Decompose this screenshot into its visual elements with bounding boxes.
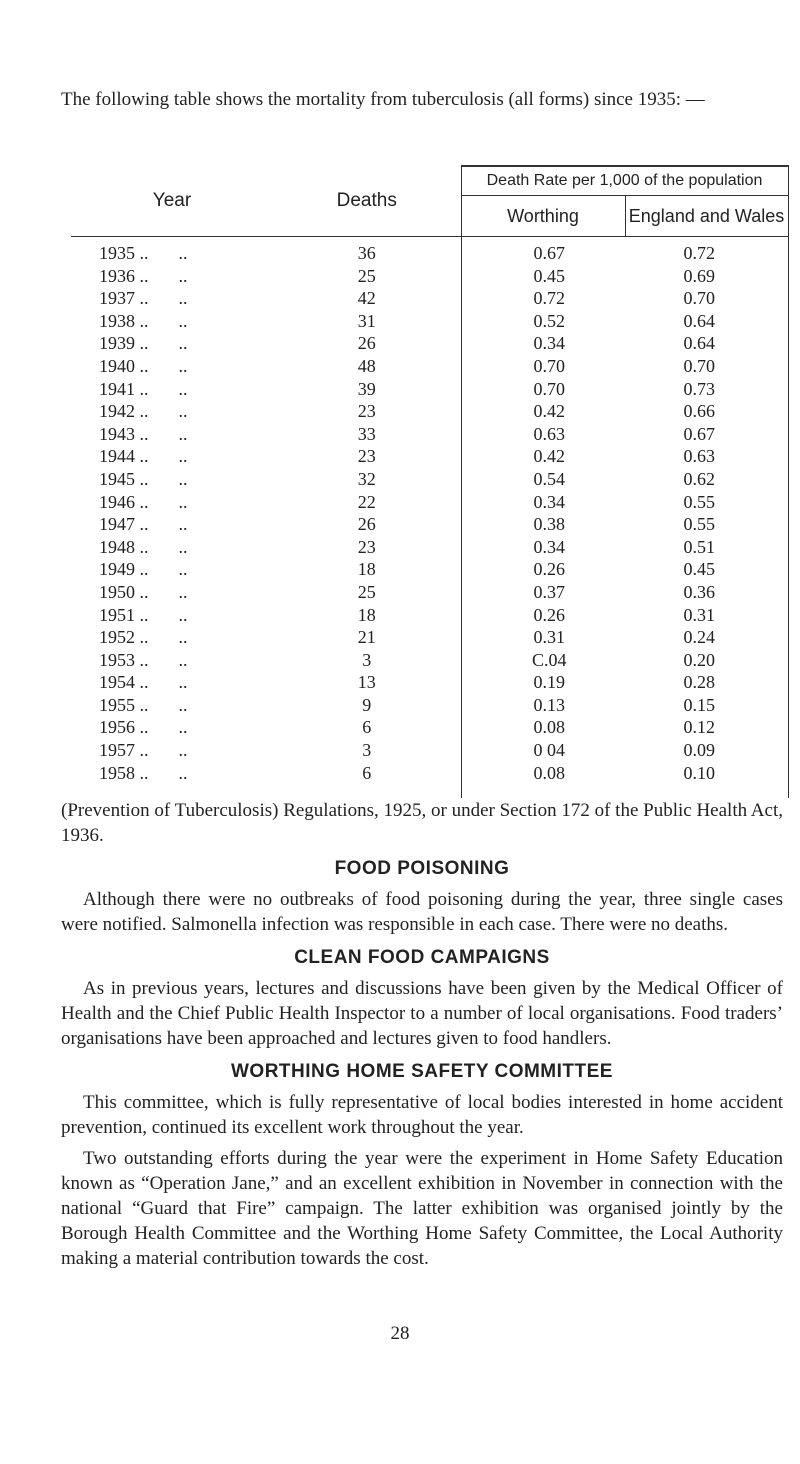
year-label: 1936 .. xyxy=(99,265,149,286)
table-row xyxy=(71,739,788,762)
england-wales-rate-cell: 0.24 xyxy=(625,626,788,649)
worthing-rate-cell: 0 04 xyxy=(533,740,565,761)
year-label: 1943 .. xyxy=(99,423,149,444)
leader-dots: .. xyxy=(178,378,188,399)
page-number: 28 xyxy=(390,1323,410,1344)
deaths-cell: 39 xyxy=(273,378,461,401)
year-label: 1939 .. xyxy=(99,333,149,354)
year-label: 1945 .. xyxy=(99,468,149,489)
body-text xyxy=(61,798,783,1271)
leader-dots: .. xyxy=(178,446,188,467)
worthing-rate-cell: 0.26 xyxy=(533,604,565,625)
year-label: 1938 .. xyxy=(99,310,149,331)
table-body xyxy=(71,237,788,799)
year-label: 1953 .. xyxy=(99,649,149,670)
year-cell xyxy=(71,716,273,739)
year-cell xyxy=(71,355,273,378)
worthing-rate-cell: 0.37 xyxy=(533,581,565,602)
year-cell xyxy=(71,265,273,288)
worthing-rate-cell: 0.08 xyxy=(533,717,565,738)
table-row xyxy=(71,237,788,265)
table-row xyxy=(71,536,788,559)
tuberculosis-mortality-table xyxy=(71,165,789,798)
table-row xyxy=(71,491,788,514)
table-row xyxy=(71,310,788,333)
deaths-cell: 36 xyxy=(273,237,461,265)
worthing-rate-cell: 0.34 xyxy=(533,536,565,557)
table-row xyxy=(71,378,788,401)
worthing-rate-cell: 0.31 xyxy=(533,627,565,648)
table-row xyxy=(71,468,788,491)
table-row xyxy=(71,332,788,355)
deaths-cell: 6 xyxy=(273,762,461,799)
leader-dots: .. xyxy=(178,288,188,309)
deaths-cell: 33 xyxy=(273,423,461,446)
england-wales-rate-cell: 0.55 xyxy=(625,513,788,536)
year-cell xyxy=(71,445,273,468)
year-label: 1958 .. xyxy=(99,762,149,783)
clean-food-paragraph: As in previous years, lectures and discussions have been given by the Medical Officer of Health and the Chief Public Health Inspector to a number of local organisations. Food traders’ organisations have been approached and lectures given to food handlers. xyxy=(61,978,783,1049)
year-cell xyxy=(71,649,273,672)
year-label: 1955 .. xyxy=(99,694,149,715)
england-wales-rate-cell: 0.28 xyxy=(625,671,788,694)
england-wales-rate-cell: 0.51 xyxy=(625,536,788,559)
year-cell xyxy=(71,378,273,401)
year-label: 1954 .. xyxy=(99,672,149,693)
table-row xyxy=(71,513,788,536)
intro-paragraph: The following table shows the mortality from tuberculosis (all forms) since 1935: — xyxy=(61,89,705,110)
worthing-rate-cell: 0.70 xyxy=(533,355,565,376)
year-cell xyxy=(71,762,273,799)
deaths-cell: 18 xyxy=(273,558,461,581)
worthing-rate-cell: 0.54 xyxy=(533,468,565,489)
leader-dots: .. xyxy=(178,604,188,625)
table-row xyxy=(71,400,788,423)
england-wales-rate-cell: 0.55 xyxy=(625,491,788,514)
deaths-cell: 23 xyxy=(273,445,461,468)
worthing-rate-cell: 0.38 xyxy=(533,514,565,535)
table-row xyxy=(71,558,788,581)
year-label: 1935 .. xyxy=(99,243,149,263)
year-header: Year xyxy=(71,166,273,237)
england-wales-rate-cell: 0.72 xyxy=(625,237,788,265)
year-cell xyxy=(71,536,273,559)
deaths-cell: 26 xyxy=(273,513,461,536)
worthing-rate-cell: 0.70 xyxy=(533,378,565,399)
worthing-rate-cell: 0.42 xyxy=(533,401,565,422)
leader-dots: .. xyxy=(178,627,188,648)
worthing-rate-cell: 0.34 xyxy=(533,333,565,354)
leader-dots: .. xyxy=(178,355,188,376)
year-cell xyxy=(71,237,273,265)
leader-dots: .. xyxy=(178,468,188,489)
england-wales-header: England and Wales xyxy=(625,196,788,237)
leader-dots: .. xyxy=(178,649,188,670)
leader-dots: .. xyxy=(178,762,188,783)
year-cell xyxy=(71,513,273,536)
year-cell xyxy=(71,468,273,491)
worthing-rate-cell: 0.34 xyxy=(533,491,565,512)
year-label: 1941 .. xyxy=(99,378,149,399)
table-row xyxy=(71,694,788,717)
home-safety-paragraph-2: Two outstanding efforts during the year were the experiment in Home Safety Education known as “Operation Jane,” and an excellent exhibition in November in connection with the national “Guard that Fire” campaign. The latter exhibition was organised jointly by the Borough Health Committee and the Worthing Home Safety Committee, the Local Authority making a material contribution towards the cost. xyxy=(61,1148,783,1269)
england-wales-rate-cell: 0.62 xyxy=(625,468,788,491)
year-label: 1947 .. xyxy=(99,514,149,535)
deaths-cell: 48 xyxy=(273,355,461,378)
deaths-cell: 32 xyxy=(273,468,461,491)
table-row xyxy=(71,265,788,288)
worthing-rate-cell: 0.63 xyxy=(533,423,565,444)
table-row xyxy=(71,649,788,672)
table-row xyxy=(71,355,788,378)
year-cell xyxy=(71,491,273,514)
deaths-cell: 3 xyxy=(273,649,461,672)
deaths-cell: 21 xyxy=(273,626,461,649)
worthing-rate-cell: 0.67 xyxy=(533,243,565,263)
table-row xyxy=(71,671,788,694)
year-cell xyxy=(71,332,273,355)
table-row xyxy=(71,716,788,739)
leader-dots: .. xyxy=(178,694,188,715)
leader-dots: .. xyxy=(178,423,188,444)
deaths-cell: 31 xyxy=(273,310,461,333)
england-wales-rate-cell: 0.36 xyxy=(625,581,788,604)
home-safety-heading: WORTHING HOME SAFETY COMMITTEE xyxy=(231,1061,613,1082)
deaths-cell: 23 xyxy=(273,536,461,559)
worthing-rate-cell: 0.26 xyxy=(533,559,565,580)
worthing-rate-cell: 0.45 xyxy=(533,265,565,286)
england-wales-rate-cell: 0.63 xyxy=(625,445,788,468)
england-wales-rate-cell: 0.10 xyxy=(625,762,788,799)
worthing-rate-cell: C.04 xyxy=(531,649,567,670)
year-cell xyxy=(71,671,273,694)
leader-dots: .. xyxy=(178,717,188,738)
england-wales-rate-cell: 0.31 xyxy=(625,604,788,627)
worthing-rate-cell: 0.72 xyxy=(533,288,565,309)
death-rate-header: Death Rate per 1,000 of the population xyxy=(461,166,788,196)
year-cell xyxy=(71,558,273,581)
leader-dots: .. xyxy=(178,243,188,263)
england-wales-rate-cell: 0.12 xyxy=(625,716,788,739)
year-label: 1944 .. xyxy=(99,446,149,467)
year-label: 1951 .. xyxy=(99,604,149,625)
year-cell xyxy=(71,287,273,310)
worthing-rate-cell: 0.42 xyxy=(533,446,565,467)
worthing-rate-cell: 0.13 xyxy=(533,694,565,715)
table-row xyxy=(71,287,788,310)
leader-dots: .. xyxy=(178,265,188,286)
leader-dots: .. xyxy=(178,672,188,693)
deaths-cell: 3 xyxy=(273,739,461,762)
england-wales-rate-cell: 0.70 xyxy=(625,355,788,378)
table-row xyxy=(71,626,788,649)
year-label: 1940 .. xyxy=(99,355,149,376)
year-label: 1949 .. xyxy=(99,559,149,580)
table-row xyxy=(71,762,788,799)
leader-dots: .. xyxy=(178,310,188,331)
deaths-cell: 9 xyxy=(273,694,461,717)
deaths-cell: 26 xyxy=(273,332,461,355)
table-row xyxy=(71,423,788,446)
year-cell xyxy=(71,423,273,446)
year-cell xyxy=(71,694,273,717)
year-cell xyxy=(71,581,273,604)
worthing-rate-cell: 0.52 xyxy=(533,310,565,331)
year-label: 1957 .. xyxy=(99,740,149,761)
england-wales-rate-cell: 0.64 xyxy=(625,332,788,355)
food-poisoning-paragraph: Although there were no outbreaks of food poisoning during the year, three single cases were notified. Salmonella infection was responsible in each case. There were no deaths. xyxy=(61,889,783,935)
year-label: 1956 .. xyxy=(99,717,149,738)
year-cell xyxy=(71,310,273,333)
england-wales-rate-cell: 0.45 xyxy=(625,558,788,581)
leader-dots: .. xyxy=(178,536,188,557)
year-cell xyxy=(71,739,273,762)
worthing-rate-cell: 0.08 xyxy=(533,762,565,783)
table-row xyxy=(71,581,788,604)
home-safety-paragraph-1: This committee, which is fully representative of local bodies interested in home accident prevention, continued its excellent work throughout the year. xyxy=(61,1092,783,1138)
worthing-rate-cell: 0.19 xyxy=(533,672,565,693)
food-poisoning-heading: FOOD POISONING xyxy=(334,858,510,879)
year-label: 1952 .. xyxy=(99,627,149,648)
deaths-cell: 25 xyxy=(273,581,461,604)
england-wales-rate-cell: 0.66 xyxy=(625,400,788,423)
deaths-cell: 6 xyxy=(273,716,461,739)
leader-dots: .. xyxy=(178,514,188,535)
table-row xyxy=(71,445,788,468)
year-cell xyxy=(71,604,273,627)
deaths-cell: 25 xyxy=(273,265,461,288)
table-row xyxy=(71,604,788,627)
year-label: 1942 .. xyxy=(99,401,149,422)
year-cell xyxy=(71,400,273,423)
leader-dots: .. xyxy=(178,740,188,761)
clean-food-heading: CLEAN FOOD CAMPAIGNS xyxy=(294,947,550,968)
year-label: 1946 .. xyxy=(99,491,149,512)
england-wales-rate-cell: 0.64 xyxy=(625,310,788,333)
leader-dots: .. xyxy=(178,401,188,422)
england-wales-rate-cell: 0.70 xyxy=(625,287,788,310)
deaths-cell: 13 xyxy=(273,671,461,694)
year-label: 1948 .. xyxy=(99,536,149,557)
leader-dots: .. xyxy=(178,491,188,512)
england-wales-rate-cell: 0.20 xyxy=(625,649,788,672)
deaths-cell: 18 xyxy=(273,604,461,627)
leader-dots: .. xyxy=(178,559,188,580)
england-wales-rate-cell: 0.09 xyxy=(625,739,788,762)
leader-dots: .. xyxy=(178,333,188,354)
continuation-paragraph: (Prevention of Tuberculosis) Regulations, 1925, or under Section 172 of the Public Health Act, 1936. xyxy=(61,800,783,846)
deaths-header: Deaths xyxy=(273,166,461,237)
deaths-cell: 22 xyxy=(273,491,461,514)
worthing-header: Worthing xyxy=(461,196,625,237)
england-wales-rate-cell: 0.73 xyxy=(625,378,788,401)
england-wales-rate-cell: 0.67 xyxy=(625,423,788,446)
year-cell xyxy=(71,626,273,649)
deaths-cell: 23 xyxy=(273,400,461,423)
year-label: 1950 .. xyxy=(99,581,149,602)
deaths-cell: 42 xyxy=(273,287,461,310)
england-wales-rate-cell: 0.15 xyxy=(625,694,788,717)
england-wales-rate-cell: 0.69 xyxy=(625,265,788,288)
leader-dots: .. xyxy=(178,581,188,602)
year-label: 1937 .. xyxy=(99,288,149,309)
